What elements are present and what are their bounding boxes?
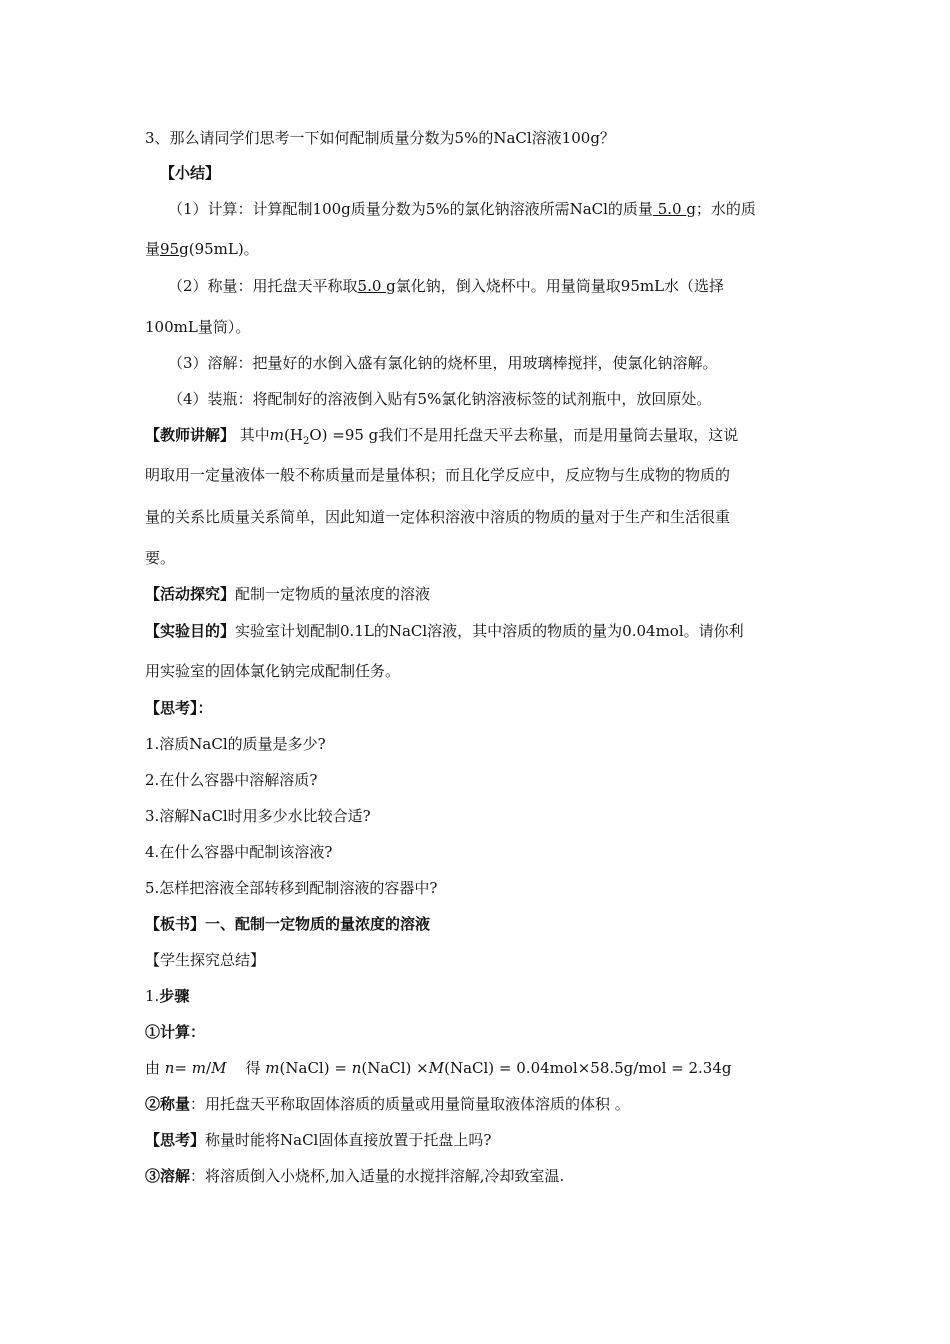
weigh-line xyxy=(145,1093,630,1115)
teacher-explanation xyxy=(145,424,738,453)
think2-tag: 【思考】 xyxy=(145,1131,206,1149)
calc-text: (NaCl) × xyxy=(361,1059,429,1077)
question-item: 2.在什么容器中溶解溶质? xyxy=(145,771,318,789)
molar-mass-symbol: M xyxy=(428,1059,445,1077)
think2-text: 称量时能将NaCl固体直接放置于托盘上吗? xyxy=(205,1131,492,1149)
question-item: 3.溶解NaCl时用多少水比较合适? xyxy=(145,807,371,825)
calc-text: / xyxy=(206,1059,212,1077)
purpose-text: 实验室计划配制0.1L的NaCl溶液，其中溶质的物质的量为0.04mol。请你利 xyxy=(235,622,744,640)
n-symbol: n xyxy=(164,1059,175,1077)
think-heading: 【思考】： xyxy=(145,699,213,717)
calc-text: (NaCl) = xyxy=(279,1059,352,1077)
board-tag: 【板书】 xyxy=(145,915,206,933)
step-1-text-2: g；水的质 xyxy=(686,200,756,218)
step-1-text: （1）计算：计算配制100g质量分数为5%的氯化钠溶液所需NaCl的质量 xyxy=(168,200,653,218)
m-symbol: m xyxy=(265,1059,280,1077)
mass-symbol: m xyxy=(269,426,285,444)
step-2-weigh xyxy=(168,275,724,297)
calc-heading: ①计算： xyxy=(145,1023,206,1041)
calc-formula xyxy=(145,1057,732,1079)
dissolve-tag: ③溶解 xyxy=(145,1167,191,1185)
purpose-line-2: 用实验室的固体氯化钠完成配制任务。 xyxy=(145,662,401,680)
n-symbol: n xyxy=(351,1059,362,1077)
steps-heading xyxy=(145,985,189,1007)
question-item: 1.溶质NaCl的质量是多少? xyxy=(145,735,326,753)
step-1-cont-text: 量 xyxy=(145,240,161,258)
molar-mass-symbol: M xyxy=(211,1059,227,1077)
step-2-text-2: g氯化钠，倒入烧杯中。用量筒量取95mL水（选择 xyxy=(386,277,725,295)
calc-text: 由 xyxy=(145,1059,165,1077)
calc-text: 得 xyxy=(226,1059,266,1077)
dissolve-text: ：将溶质倒入小烧杯,加入适量的水搅拌溶解,冷却致室温. xyxy=(190,1167,565,1185)
step-2-text: （2）称量：用托盘天平称取 xyxy=(168,277,358,295)
purpose-tag: 【实验目的】 xyxy=(145,622,236,640)
question-item: 4.在什么容器中配制该溶液? xyxy=(145,843,333,861)
weigh-tag: ②称量 xyxy=(145,1095,191,1113)
activity-tag: 【活动探究】 xyxy=(145,585,236,603)
step-1-cont-text-2: g(95mL)。 xyxy=(179,240,259,258)
steps-text: 步骤 xyxy=(159,987,190,1005)
purpose-line xyxy=(145,620,744,642)
steps-num: 1. xyxy=(145,987,160,1005)
think2-line xyxy=(145,1129,491,1151)
calc-result: (NaCl) = 0.04mol×58.5g/mol = 2.34g xyxy=(444,1059,732,1077)
board-line xyxy=(145,913,430,935)
calc-text: = xyxy=(174,1059,192,1077)
weigh-text: ：用托盘天平称取固体溶质的质量或用量筒量取液体溶质的体积 。 xyxy=(190,1095,630,1113)
student-summary-heading: 【学生探究总结】 xyxy=(145,951,266,969)
step-2-cont: 100mL量筒）。 xyxy=(145,318,251,336)
teacher-line-3: 量的关系比质量关系简单，因此知道一定体积溶液中溶质的物质的量对于生产和生活很重 xyxy=(145,508,731,526)
weigh-mass-answer: 5.0 xyxy=(357,277,387,295)
board-text: 一、配制一定物质的量浓度的溶液 xyxy=(205,915,431,933)
question-item: 5.怎样把溶液全部转移到配制溶液的容器中? xyxy=(145,879,438,897)
water-mass-answer: 95 xyxy=(160,240,180,258)
question-3: 3、那么请同学们思考一下如何配制质量分数为5%的NaCl溶液100g？ xyxy=(145,129,615,147)
summary-heading: 【小结】 xyxy=(160,164,221,182)
teacher-line-4: 要。 xyxy=(145,549,176,567)
dissolve-line xyxy=(145,1165,564,1187)
formula-close: O) =95 g我们不是用托盘天平去称量，而是用量筒去量取，这说 xyxy=(309,426,739,444)
formula-open: (H xyxy=(284,426,303,444)
teacher-text: 其中 xyxy=(235,426,270,444)
teacher-line-2: 明取用一定量液体一般不称质量而是量体积；而且化学反应中，反应物与生成物的物质的 xyxy=(145,466,731,484)
subscript-2: 2 xyxy=(302,436,310,447)
activity-text: 配制一定物质的量浓度的溶液 xyxy=(235,585,431,603)
step-4-bottle: （4）装瓶：将配制好的溶液倒入贴有5%氯化钠溶液标签的试剂瓶中，放回原处。 xyxy=(168,390,712,408)
step-1-cont xyxy=(145,238,259,260)
step-3-dissolve: （3）溶解：把量好的水倒入盛有氯化钠的烧杯里，用玻璃棒搅拌，使氯化钠溶解。 xyxy=(168,354,718,372)
step-1-calc xyxy=(168,198,756,220)
m-symbol: m xyxy=(191,1059,207,1077)
teacher-tag: 【教师讲解】 xyxy=(145,426,236,444)
nacl-mass-answer: 5.0 xyxy=(652,200,687,218)
activity-line xyxy=(145,583,430,605)
